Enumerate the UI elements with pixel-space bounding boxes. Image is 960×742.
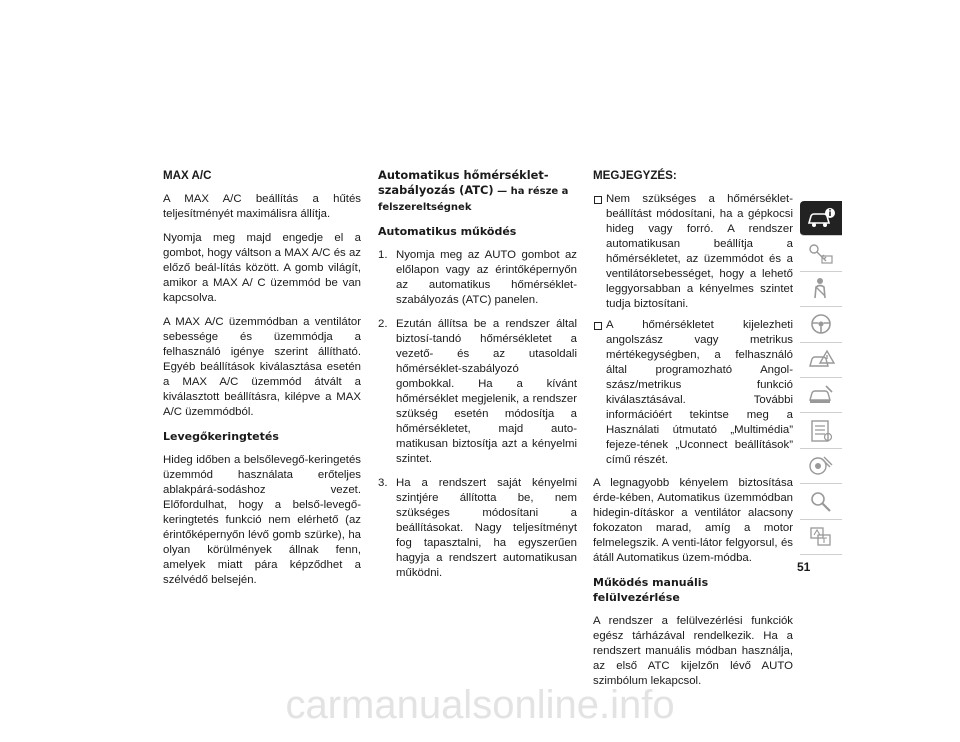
steering-wheel-icon [806,311,836,337]
max-ac-heading: MAX A/C [163,169,212,182]
tab-service[interactable] [800,378,842,413]
atc-heading-main: Automatikus hőmérséklet-szabályozás (ATC) [378,168,549,197]
note-text: Nem szükséges a hőmérséklet-beállítást módosítani, ha a gépkocsi hideg vagy forró. A rendszer automatikusan beállítja a hőmérsékletet, az üzemmódot és a ventilátorsebességet, hogy a lehető leggyorsabban a kényelmes szintet tudja biztosítani. [606,193,793,310]
step-number: 2. [378,318,388,330]
tab-driving[interactable] [800,307,842,342]
recirculation-heading: Levegőkeringtetés [163,430,279,443]
step-number: 1. [378,249,388,261]
list-item [378,248,577,308]
paragraph: A MAX A/C beállítás a hűtés teljesítményét maximálisra állítja. [163,193,361,220]
atc-heading [378,168,577,215]
tab-languages[interactable] [800,520,842,555]
list-item [593,318,793,468]
atc-heading-sub: — ha része a felszereltségnek [378,186,569,213]
auto-operation-heading: Automatikus működés [378,225,517,238]
chapter-tabs [800,201,842,555]
list-item [378,317,577,467]
magnifier-index-icon [806,488,836,514]
car-warning-icon [806,347,836,373]
paragraph: Hideg időben a belsőlevegő-keringetés üzemmód használata erőteljes ablakpárá-sodáshoz vezet. Előfordulhat, hogy a belső-levegő-keringtetés funkció nem elérhető (az érintőképernyőn lévő gomb szürke), ha olyan körülmények állnak fenn, amelyek miatt pára képződhet a szélvédő belsején. [163,454,361,586]
step-text: Nyomja meg az AUTO gombot az előlapon vagy az érintőképernyőn az automatikus hőmérséklet-szabályozás (ATC) panelen. [396,249,577,306]
car-keys-icon [806,241,836,267]
paragraph: A rendszer a felülvezérlési funkciók egész tárházával rendelkezik. Ha a rendszert manuális módban használja, az első ATC kijelzőn lévő AUTO szimbólum lekapcsol. [593,615,793,687]
list-item [593,192,793,312]
seatbelt-person-icon [806,276,836,302]
steps-list [378,248,577,581]
tab-multimedia[interactable] [800,449,842,484]
note-heading: MEGJEGYZÉS: [593,169,677,182]
note-text: A hőmérsékletet kijelezheti angolszász vagy metrikus mértékegységben, a felhasználó által programozható Angol-szász/metrikus funkció kiválasztásával. További információért tekintse meg a Használati útmutató „Multimédia” fejeze-tének „Uconnect beállítások” című részét. [606,319,793,466]
manual-override-heading: Működés manuális felülvezérlése [593,576,709,604]
multilanguage-icon [806,524,836,550]
page-number: 51 [797,560,811,574]
paragraph: A legnagyobb kényelem biztosítása érde-kében, Automatikus üzemmódban hidegin-dításkor a ventilátor alacsony fokozaton marad, amíg a motor felmelegszik. A venti-látor felgyorsul, és átáll Automatikus üzem-módba. [593,477,793,564]
step-number: 3. [378,477,388,489]
column-right [593,168,793,698]
tab-safety[interactable] [800,272,842,307]
list-item [378,476,577,581]
column-left [163,168,361,597]
checkbox-bullet-icon [594,196,602,204]
wrench-tools-icon [806,453,836,479]
tab-emergency[interactable] [800,343,842,378]
note-list [593,192,793,468]
tab-specs[interactable] [800,413,842,448]
tab-car-keys[interactable] [800,236,842,271]
column-middle [378,168,577,590]
car-service-icon [806,382,836,408]
car-info-icon [806,205,836,231]
checkbox-bullet-icon [594,322,602,330]
tab-car-info[interactable] [800,201,842,236]
step-text: Ha a rendszert saját kényelmi szintjére állította be, nem szükséges módosítani a beállításokat. Nagy teljesítményt fog tapasztalni, ha egyszerűen hagyja a rendszert automatikusan működni. [396,477,577,579]
tab-index[interactable] [800,484,842,519]
step-text: Ezután állítsa be a rendszer által biztosí-tandó hőmérsékletet a vezető- és az utasoldali hőmérséklet-szabályozó gombokkal. Ha a kívánt hőmérséklet megjelenik, a rendszer szükség esetén módosítja a hőmérsékletet, majd auto-matikusan biztosítja azt a kényelmi szintet. [396,318,577,465]
paragraph: Nyomja meg majd engedje el a gombot, hogy váltson a MAX A/C és az előző beál-lítás között. A gomb világít, amikor a MAX A/ C üzemmód be van kapcsolva. [163,232,361,304]
maintenance-list-icon [806,418,836,444]
paragraph: A MAX A/C üzemmódban a ventilátor sebessége és üzemmódja a felhasználó igénye szerint állítható. Egyéb beállítások kiválasztása esetén a MAX A/C üzemmód átvált a kiválasztott beállításra, kilépve a MAX A/C üzemmódból. [163,316,361,418]
watermark: carmanualsonline.info [285,683,675,727]
